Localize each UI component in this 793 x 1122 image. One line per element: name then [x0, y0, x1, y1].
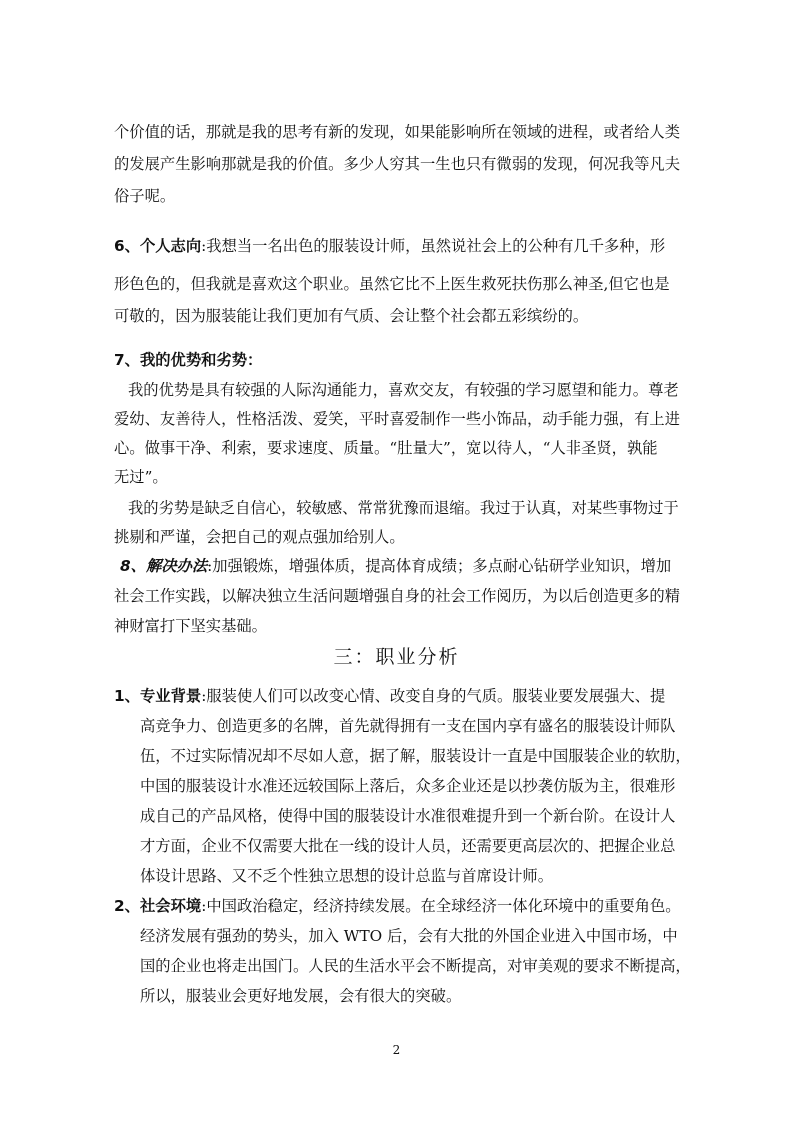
item-1-line: 伍，不过实际情况却不尽如人意，据了解，服装设计一直是中国服装企业的软肋， [140, 747, 691, 765]
paragraph-line: 可敬的，因为服装能让我们更加有气质、会让整个社会都五彩缤纷的。 [114, 307, 589, 325]
page-number: 2 [392, 1043, 401, 1057]
item-1-line: 成自己的产品风格，使得中国的服装设计水准很难提升到一个新台阶。在设计人 [140, 807, 676, 825]
item-2-line: 所以，服装业会更好地发展，会有很大的突破。 [140, 987, 462, 1005]
paragraph-line: 形色色的，但我就是喜欢这个职业。虽然它比不上医生救死扶伤那么神圣,但它也是 [114, 275, 670, 293]
item-1-heading: 专业背景 [140, 687, 202, 705]
section-8-first-line [120, 554, 671, 576]
section-8-heading: 8、解决办法 [120, 557, 208, 575]
weaknesses-line: 挑剔和严谨，会把自己的观点强加给别人。 [114, 528, 405, 546]
section-8-text: :加强锻炼，增强体质，提高体育成绩；多点耐心钻研学业知识，增加 [207, 557, 672, 575]
strengths-line: 爱幼、友善待人，性格活泼、爱笑，平时喜爱制作一些小饰品，动手能力强，有上进 [114, 410, 680, 428]
item-2-line: 经济发展有强劲的势头，加入 WTO 后，会有大批的外国企业进入中国市场，中 [140, 927, 678, 945]
item-2-text: :中国政治稳定，经济持续发展。在全球经济一体化环境中的重要角色。 [201, 897, 681, 915]
item-1-text: :服装使人们可以改变心情、改变自身的气质。服装业要发展强大、提 [201, 687, 666, 705]
item-2-number: 2、 [114, 897, 140, 915]
item-1-line: 高竞争力、创造更多的名牌，首先就得拥有一支在国内享有盛名的服装设计师队 [140, 717, 676, 735]
section-6-text: :我想当一名出色的服装设计师，虽然说社会上的公种有几千多种，形 [201, 237, 666, 255]
paragraph-line: 的发展产生影响那就是我的价值。多少人穷其一生也只有微弱的发现，何况我等凡夫 [114, 155, 680, 173]
item-2-line: 国的企业也将走出国门。人民的生活水平会不断提高，对审美观的要求不断提高， [140, 957, 691, 975]
paragraph-line: 神财富打下坚实基础。 [114, 617, 267, 635]
strengths-line: 无过”。 [114, 468, 168, 486]
item-2-first-line [140, 894, 681, 916]
paragraph-line: 个价值的话，那就是我的思考有新的发现，如果能影响所在领域的进程，或者给人类 [114, 123, 680, 141]
section-6-first-line [114, 234, 665, 256]
weaknesses-line: 我的劣势是缺乏自信心，较敏感、常常犹豫而退缩。我过于认真，对某些事物过于 [128, 499, 679, 517]
strengths-line: 心。做事干净、利索，要求速度、质量。“肚量大”，宽以待人，“人非圣贤，孰能 [114, 439, 658, 457]
strengths-line: 我的优势是具有较强的人际沟通能力，喜欢交友，有较强的学习愿望和能力。尊老 [128, 381, 679, 399]
paragraph-line: 俗子呢。 [114, 187, 176, 205]
item-1-line: 体设计思路、又不乏个性独立思想的设计总监与首席设计师。 [140, 867, 554, 885]
section-7-heading: 7、我的优势和劣势： [114, 351, 263, 369]
item-1-number: 1、 [114, 687, 140, 705]
item-1-line: 中国的服装设计水准还远较国际上落后，众多企业还是以抄袭仿版为主，很难形 [140, 777, 676, 795]
section-6-heading: 6、个人志向 [114, 237, 202, 255]
paragraph-line: 社会工作实践，以解决独立生活问题增强自身的社会工作阅历，为以后创造更多的精 [114, 587, 680, 605]
item-1-first-line [140, 684, 665, 706]
section-title: 三：职业分析 [333, 646, 460, 668]
item-1-line: 才方面，企业不仅需要大批在一线的设计人员，还需要更高层次的、把握企业总 [140, 837, 676, 855]
item-2-heading: 社会环境 [140, 897, 202, 915]
